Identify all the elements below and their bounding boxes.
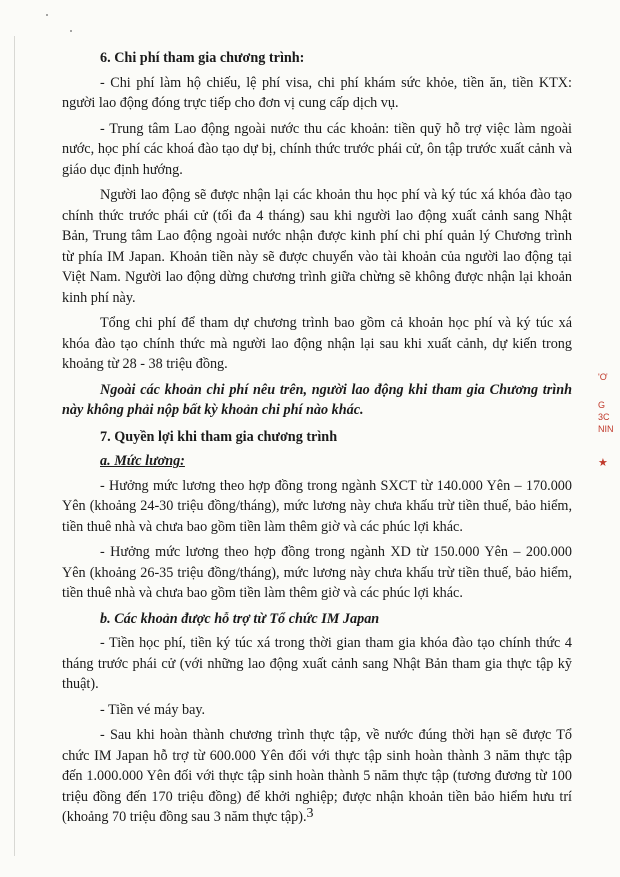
document-body	[62, 42, 572, 833]
scan-speck	[70, 30, 72, 32]
margin-stamp-mark: ★	[598, 457, 608, 469]
binding-edge	[14, 36, 15, 856]
paragraph: Người lao động sẽ được nhận lại các khoản thu học phí và ký túc xá khóa đào tạo chính thức trước phái cử (tối đa 4 tháng) sau khi người lao động xuất cảnh sang Nhật Bản, Trung tâm Lao động ngoài nước nhận được kinh phí chi phí quản lý Chương trình từ phía IM Japan. Khoản tiền này sẽ được chuyển vào tài khoản của người lao động tại Việt Nam. Người lao động dừng chương trình giữa chừng sẽ không được nhận lại khoản kinh phí này.	[62, 187, 572, 306]
margin-stamp-mark: 3C	[598, 412, 610, 422]
section-6-heading: 6. Chi phí tham gia chương trình:	[100, 50, 305, 66]
page-number: 3	[306, 806, 314, 821]
paragraph: Tổng chi phí để tham dự chương trình bao gồm cả khoản học phí và ký túc xá khóa đào tạo chính thức mà người lao động nhận lại sau khi xuất cảnh, dự kiến trong khoảng từ 28 - 38 triệu đồng.	[62, 315, 572, 372]
paragraph: - Tiền học phí, tiền ký túc xá trong thời gian tham gia khóa đào tạo chính thức 4 tháng trước phái cử (với những lao động xuất cảnh sang Nhật Bản tham gia thực tập kỹ thuật).	[62, 635, 572, 692]
subsection-a-heading: a. Mức lương:	[100, 453, 185, 469]
paragraph: - Sau khi hoàn thành chương trình thực tập, về nước đúng thời hạn sẽ được Tổ chức IM Japan hỗ trợ từ 600.000 Yên đối với thực tập sinh hoàn thành 3 năm thực tập đến 1.000.000 Yên đối với thực tập sinh hoàn thành 5 năm thực tập (tương đương từ 100 triệu đồng đến 170 triệu đồng) để khởi nghiệp; được nhận khoản tiền bảo hiểm hưu trí (khoảng 70 triệu đồng sau 3 năm thực tập).	[62, 727, 572, 825]
margin-stamp-mark: 'Ơ	[598, 372, 608, 382]
margin-stamp-mark: G	[598, 400, 606, 410]
scan-speck	[46, 14, 48, 16]
emphasis-note: Ngoài các khoản chi phí nêu trên, người lao động khi tham gia Chương trình này không phải nộp bất kỳ khoản chi phí nào khác.	[62, 381, 572, 418]
paragraph: - Hưởng mức lương theo hợp đồng trong ngành SXCT từ 140.000 Yên – 170.000 Yên (khoảng 24-30 triệu đồng/tháng), mức lương này chưa khấu trừ tiền thuế, bảo hiểm, tiền thuê nhà và chưa bao gồm tiền làm thêm giờ và các phúc lợi khác.	[62, 477, 572, 535]
subsection-b-heading: b. Các khoản được hỗ trợ từ Tổ chức IM Japan	[100, 610, 380, 627]
paragraph: - Tiền vé máy bay.	[100, 701, 206, 718]
paragraph: - Chi phí làm hộ chiếu, lệ phí visa, chi phí khám sức khỏe, tiền ăn, tiền KTX: người lao động đóng trực tiếp cho đơn vị cung cấp dịch vụ.	[62, 74, 572, 111]
paragraph: - Hưởng mức lương theo hợp đồng trong ngành XD từ 150.000 Yên – 200.000 Yên (khoảng 26-35 triệu đồng/tháng), mức lương này chưa khấu trừ tiền thuế, bảo hiểm, tiền thuê nhà và chưa bao gồm tiền làm thêm giờ và các phúc lợi khác.	[62, 544, 572, 601]
paragraph: - Trung tâm Lao động ngoài nước thu các khoản: tiền quỹ hỗ trợ việc làm ngoài nước, học phí các khoá đào tạo dự bị, chính thức trước phái cử, ôn tập trước xuất cảnh và giáo dục định hướng.	[62, 120, 572, 178]
section-7-heading: 7. Quyền lợi khi tham gia chương trình	[100, 428, 338, 445]
margin-stamp-mark: NIN	[598, 424, 614, 434]
